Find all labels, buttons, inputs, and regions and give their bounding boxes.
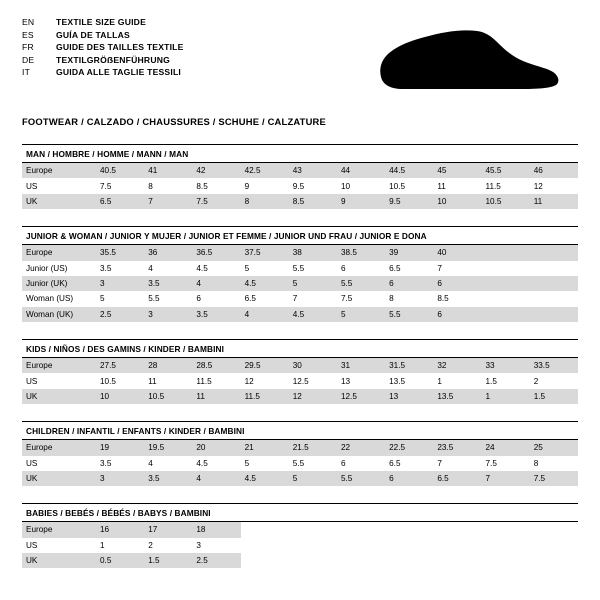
size-cell: 27.5: [96, 358, 144, 373]
size-cell: 6: [433, 307, 481, 322]
size-cell: 12: [241, 373, 289, 388]
size-cell: 36: [144, 245, 192, 260]
size-cell: 18: [192, 522, 240, 537]
size-cell: 8: [241, 194, 289, 209]
size-cell: 6.5: [433, 471, 481, 486]
size-cell: 37.5: [241, 245, 289, 260]
empty-cell: [433, 553, 481, 568]
size-group: [22, 339, 578, 404]
size-cell: 42: [192, 163, 240, 178]
size-cell: 16: [96, 522, 144, 537]
table-row: [22, 456, 578, 471]
size-cell: 4.5: [192, 456, 240, 471]
empty-cell: [289, 538, 337, 553]
size-cell: 5.5: [144, 291, 192, 306]
size-cell: 7: [289, 291, 337, 306]
row-label: Europe: [22, 522, 96, 537]
size-cell: 11: [192, 389, 240, 404]
empty-cell: [385, 522, 433, 537]
row-label: US: [22, 456, 96, 471]
size-cell: 23.5: [433, 440, 481, 455]
size-cell: 4.5: [241, 471, 289, 486]
size-cell: 5: [337, 307, 385, 322]
language-row: [22, 42, 184, 52]
empty-cell: [530, 307, 578, 322]
empty-cell: [482, 553, 530, 568]
size-cell: 6: [337, 456, 385, 471]
empty-cell: [530, 553, 578, 568]
row-label: UK: [22, 471, 96, 486]
size-cell: 28: [144, 358, 192, 373]
size-cell: 6: [433, 276, 481, 291]
size-cell: 10.5: [96, 373, 144, 388]
dress-shoe-icon: [368, 16, 568, 102]
size-cell: 6: [385, 276, 433, 291]
size-cell: 36.5: [192, 245, 240, 260]
size-cell: 13.5: [385, 373, 433, 388]
size-table: [22, 440, 578, 486]
table-row: [22, 307, 578, 322]
size-cell: 2: [530, 373, 578, 388]
table-row: [22, 291, 578, 306]
empty-cell: [289, 522, 337, 537]
size-cell: 10: [433, 194, 481, 209]
row-label: Woman (UK): [22, 307, 96, 322]
empty-cell: [337, 553, 385, 568]
empty-cell: [433, 538, 481, 553]
size-cell: 7.5: [192, 194, 240, 209]
size-cell: 6: [192, 291, 240, 306]
size-cell: 13.5: [433, 389, 481, 404]
size-cell: 22.5: [385, 440, 433, 455]
size-cell: 31.5: [385, 358, 433, 373]
size-cell: 11.5: [241, 389, 289, 404]
size-cell: 11: [530, 194, 578, 209]
size-cell: 7.5: [337, 291, 385, 306]
empty-cell: [482, 538, 530, 553]
empty-cell: [530, 522, 578, 537]
size-cell: 32: [433, 358, 481, 373]
size-cell: 12.5: [337, 389, 385, 404]
empty-cell: [337, 538, 385, 553]
size-cell: 3.5: [96, 261, 144, 276]
language-code: FR: [22, 42, 34, 52]
empty-cell: [482, 307, 530, 322]
language-title: TEXTILGRÖẞENFÜHRUNG: [56, 54, 171, 65]
size-cell: 7.5: [530, 471, 578, 486]
table-row: [22, 245, 578, 260]
size-cell: 4: [241, 307, 289, 322]
size-cell: 1: [96, 538, 144, 553]
size-cell: 4.5: [192, 261, 240, 276]
size-cell: 5.5: [289, 261, 337, 276]
size-cell: 5: [289, 276, 337, 291]
size-cell: 8: [530, 456, 578, 471]
size-cell: 28.5: [192, 358, 240, 373]
table-row: [22, 471, 578, 486]
page-title: FOOTWEAR / CALZADO / CHAUSSURES / SCHUHE / CALZATURE: [22, 116, 326, 127]
table-row: [22, 373, 578, 388]
size-group-heading: KIDS / NIÑOS / DES GAMINS / KINDER / BAMBINI: [22, 339, 578, 358]
size-cell: 0.5: [96, 553, 144, 568]
size-cell: 44: [337, 163, 385, 178]
size-cell: 4: [192, 276, 240, 291]
empty-cell: [241, 553, 289, 568]
row-label: UK: [22, 389, 96, 404]
language-row: [22, 30, 184, 40]
language-title: GUÍA DE TALLAS: [56, 29, 130, 40]
size-cell: 11.5: [482, 178, 530, 193]
size-table: [22, 245, 578, 322]
size-cell: 40: [433, 245, 481, 260]
empty-cell: [530, 538, 578, 553]
size-cell: 1: [433, 373, 481, 388]
table-row: [22, 389, 578, 404]
row-label: Europe: [22, 358, 96, 373]
size-cell: 9: [241, 178, 289, 193]
row-label: UK: [22, 553, 96, 568]
size-cell: 3: [192, 538, 240, 553]
size-cell: 8.5: [289, 194, 337, 209]
size-cell: 30: [289, 358, 337, 373]
language-title: TEXTILE SIZE GUIDE: [56, 17, 147, 27]
size-cell: 3: [144, 307, 192, 322]
size-cell: 35.5: [96, 245, 144, 260]
size-cell: 6.5: [385, 261, 433, 276]
size-cell: 43: [289, 163, 337, 178]
empty-cell: [433, 522, 481, 537]
size-group-heading: CHILDREN / INFANTIL / ENFANTS / KINDER / BAMBINI: [22, 421, 578, 440]
empty-cell: [530, 261, 578, 276]
size-cell: 5.5: [289, 456, 337, 471]
size-cell: 17: [144, 522, 192, 537]
size-group: [22, 226, 578, 322]
size-cell: 4: [144, 261, 192, 276]
language-code: IT: [22, 67, 31, 77]
size-cell: 4.5: [241, 276, 289, 291]
size-cell: 1.5: [144, 553, 192, 568]
size-cell: 2.5: [96, 307, 144, 322]
language-row: [22, 55, 184, 65]
empty-cell: [530, 276, 578, 291]
size-cell: 5.5: [337, 471, 385, 486]
size-cell: 31: [337, 358, 385, 373]
size-cell: 21: [241, 440, 289, 455]
size-cell: 3.5: [144, 471, 192, 486]
language-title-list: [22, 16, 184, 77]
size-cell: 3: [96, 471, 144, 486]
table-row: [22, 538, 578, 553]
table-row: [22, 440, 578, 455]
size-table: [22, 163, 578, 209]
size-cell: 3: [96, 276, 144, 291]
empty-cell: [482, 291, 530, 306]
size-cell: 29.5: [241, 358, 289, 373]
row-label: Woman (US): [22, 291, 96, 306]
size-cell: 3.5: [192, 307, 240, 322]
size-group: [22, 144, 578, 209]
table-row: [22, 194, 578, 209]
size-cell: 42.5: [241, 163, 289, 178]
empty-cell: [385, 538, 433, 553]
empty-cell: [385, 553, 433, 568]
size-cell: 8.5: [192, 178, 240, 193]
size-cell: 4: [192, 471, 240, 486]
size-table: [22, 522, 578, 568]
size-group: [22, 503, 578, 568]
table-row: [22, 261, 578, 276]
row-label: Europe: [22, 440, 96, 455]
size-cell: 19.5: [144, 440, 192, 455]
size-cell: 8: [144, 178, 192, 193]
size-cell: 25: [530, 440, 578, 455]
size-cell: 6.5: [241, 291, 289, 306]
size-cell: 38.5: [337, 245, 385, 260]
table-row: [22, 276, 578, 291]
language-title: GUIDE DES TAILLES TEXTILE: [56, 42, 184, 52]
empty-cell: [289, 553, 337, 568]
size-cell: 4: [144, 456, 192, 471]
size-cell: 5.5: [385, 307, 433, 322]
size-cell: 19: [96, 440, 144, 455]
size-group: [22, 421, 578, 486]
row-label: US: [22, 373, 96, 388]
size-group-heading: BABIES / BEBÉS / BÉBÉS / BABYS / BAMBINI: [22, 503, 578, 522]
row-label: US: [22, 178, 96, 193]
size-cell: 10: [96, 389, 144, 404]
language-row: [22, 17, 184, 27]
size-cell: 12: [289, 389, 337, 404]
size-cell: 5: [241, 456, 289, 471]
size-cell: 45: [433, 163, 481, 178]
document-header: [22, 16, 578, 102]
row-label: UK: [22, 194, 96, 209]
language-code: ES: [22, 29, 34, 40]
size-cell: 9.5: [385, 194, 433, 209]
empty-cell: [482, 261, 530, 276]
size-group-heading: JUNIOR & WOMAN / JUNIOR Y MUJER / JUNIOR ET FEMME / JUNIOR UND FRAU / JUNIOR E DONA: [22, 226, 578, 245]
size-cell: 4.5: [289, 307, 337, 322]
empty-cell: [241, 522, 289, 537]
size-cell: 46: [530, 163, 578, 178]
size-cell: 7.5: [96, 178, 144, 193]
size-cell: 11.5: [192, 373, 240, 388]
size-cell: 1: [482, 389, 530, 404]
size-cell: 22: [337, 440, 385, 455]
size-cell: 1.5: [482, 373, 530, 388]
language-code: DE: [22, 54, 35, 65]
size-cell: 33.5: [530, 358, 578, 373]
table-row: [22, 522, 578, 537]
size-cell: 9.5: [289, 178, 337, 193]
size-cell: 6: [385, 471, 433, 486]
size-cell: 5.5: [337, 276, 385, 291]
language-row: [22, 67, 184, 77]
size-cell: 7.5: [482, 456, 530, 471]
size-cell: 40.5: [96, 163, 144, 178]
size-cell: 10.5: [482, 194, 530, 209]
size-cell: 13: [337, 373, 385, 388]
empty-cell: [530, 291, 578, 306]
size-cell: 21.5: [289, 440, 337, 455]
size-cell: 10.5: [144, 389, 192, 404]
empty-cell: [530, 245, 578, 260]
row-label: Europe: [22, 245, 96, 260]
empty-cell: [337, 522, 385, 537]
size-cell: 10: [337, 178, 385, 193]
row-label: Junior (US): [22, 261, 96, 276]
size-cell: 5: [241, 261, 289, 276]
table-row: [22, 163, 578, 178]
table-row: [22, 553, 578, 568]
empty-cell: [482, 276, 530, 291]
size-cell: 2: [144, 538, 192, 553]
size-cell: 7: [433, 456, 481, 471]
size-table: [22, 358, 578, 404]
size-cell: 7: [482, 471, 530, 486]
language-code: EN: [22, 17, 35, 27]
size-cell: 7: [433, 261, 481, 276]
size-cell: 44.5: [385, 163, 433, 178]
size-cell: 7: [144, 194, 192, 209]
empty-cell: [482, 245, 530, 260]
size-cell: 12: [530, 178, 578, 193]
row-label: US: [22, 538, 96, 553]
size-cell: 12.5: [289, 373, 337, 388]
row-label: Junior (UK): [22, 276, 96, 291]
size-cell: 2.5: [192, 553, 240, 568]
size-cell: 33: [482, 358, 530, 373]
table-row: [22, 358, 578, 373]
size-cell: 41: [144, 163, 192, 178]
size-cell: 6.5: [96, 194, 144, 209]
language-title: GUIDA ALLE TAGLIE TESSILI: [56, 67, 181, 77]
size-cell: 11: [144, 373, 192, 388]
size-cell: 45.5: [482, 163, 530, 178]
size-cell: 24: [482, 440, 530, 455]
size-cell: 3.5: [96, 456, 144, 471]
size-cell: 6.5: [385, 456, 433, 471]
size-cell: 5: [96, 291, 144, 306]
row-label: Europe: [22, 163, 96, 178]
size-cell: 11: [433, 178, 481, 193]
size-cell: 8.5: [433, 291, 481, 306]
size-cell: 39: [385, 245, 433, 260]
empty-cell: [482, 522, 530, 537]
size-cell: 10.5: [385, 178, 433, 193]
size-cell: 13: [385, 389, 433, 404]
size-cell: 5: [289, 471, 337, 486]
size-group-heading: MAN / HOMBRE / HOMME / MANN / MAN: [22, 144, 578, 163]
size-cell: 20: [192, 440, 240, 455]
size-cell: 1.5: [530, 389, 578, 404]
size-cell: 38: [289, 245, 337, 260]
size-cell: 6: [337, 261, 385, 276]
size-tables-container: [22, 144, 578, 568]
size-cell: 3.5: [144, 276, 192, 291]
size-cell: 9: [337, 194, 385, 209]
empty-cell: [241, 538, 289, 553]
size-cell: 8: [385, 291, 433, 306]
table-row: [22, 178, 578, 193]
